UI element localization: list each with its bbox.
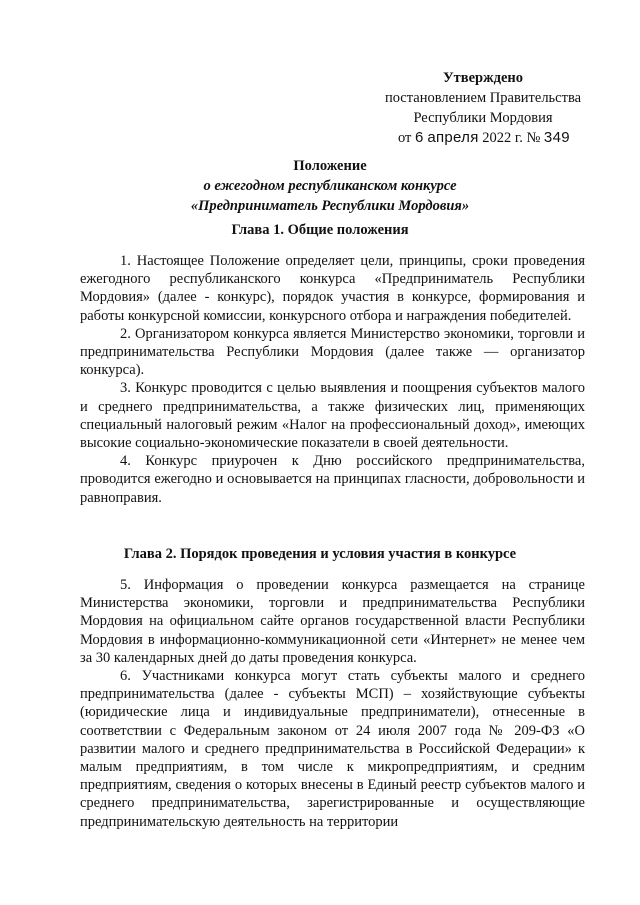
chapter-1-heading: Глава 1. Общие положения xyxy=(231,222,409,238)
approval-line-1: постановлением Правительства xyxy=(384,90,582,106)
paragraph-4: 4. Конкурс приурочен к Дню российского предпринимательства, проводится ежегодно и основывается на принципах гласности, добровольности и равноправия. xyxy=(80,453,585,506)
chapter-2-body xyxy=(80,576,585,831)
date-month: апреля xyxy=(427,129,479,146)
approval-block xyxy=(368,68,598,148)
decree-number: 349 xyxy=(543,129,570,146)
title-line-2: о ежегодном республиканском конкурсе xyxy=(203,178,457,194)
paragraph-2: 2. Организатором конкурса является Министерство экономики, торговли и предпринимательства Республики Мордовия (далее также — организатор конкурса). xyxy=(80,325,585,379)
chapter-2-heading: Глава 2. Порядок проведения и условия участия в конкурсе xyxy=(123,546,517,562)
date-year-number-label: 2022 г. № xyxy=(482,130,541,146)
approval-line-2: Республики Мордовия xyxy=(413,110,553,126)
approval-heading: Утверждено xyxy=(443,70,523,86)
document-title xyxy=(80,156,580,216)
paragraph-6: 6. Участниками конкурса могут стать субъекты малого и среднего предпринимательства (далее - субъекты МСП) – хозяйствующие субъекты (юридические лица и индивидуальные предприниматели), отнесенные в соответствии с Федеральным законом от 24 июля 2007 года № 209-ФЗ «О развитии малого и среднего предпринимательства в Российской Федерации» к малым предприятиям, в том числе к микропредприятиям, и средним предприятиям, сведения о которых внесены в Единый реестр субъектов малого и среднего предпринимательства, зарегистрированные и осуществляющие предпринимательскую деятельность на территории xyxy=(80,668,585,830)
title-line-1: Положение xyxy=(293,158,367,174)
date-prefix: от xyxy=(398,130,412,146)
approval-date-line xyxy=(368,128,598,148)
paragraph-5: 5. Информация о проведении конкурса размещается на странице Министерства экономики, торговли и предпринимательства Республики Мордовия на официальном сайте органов государственной власти Республики Мордовия в информационно-коммуникационной сети «Интернет» не менее чем за 30 календарных дней до даты проведения конкурса. xyxy=(80,577,585,666)
date-day: 6 xyxy=(415,129,424,146)
chapter-1-body xyxy=(80,252,585,507)
title-line-3: «Предприниматель Республики Мордовия» xyxy=(190,198,470,214)
paragraph-3: 3. Конкурс проводится с целью выявления и поощрения субъектов малого и среднего предпринимательства, а также физических лиц, применяющих специальный налоговый режим «Налог на профессиональный доход», имеющих высокие социально-экономические показатели в своей деятельности. xyxy=(80,380,585,452)
paragraph-1: 1. Настоящее Положение определяет цели, принципы, сроки проведения ежегодного республиканского конкурса «Предприниматель Республики Мордовия» (далее - конкурс), порядок участия в конкурсе, формирования и работы конкурсной комиссии, конкурсного отбора и награждения победителей. xyxy=(80,253,585,324)
